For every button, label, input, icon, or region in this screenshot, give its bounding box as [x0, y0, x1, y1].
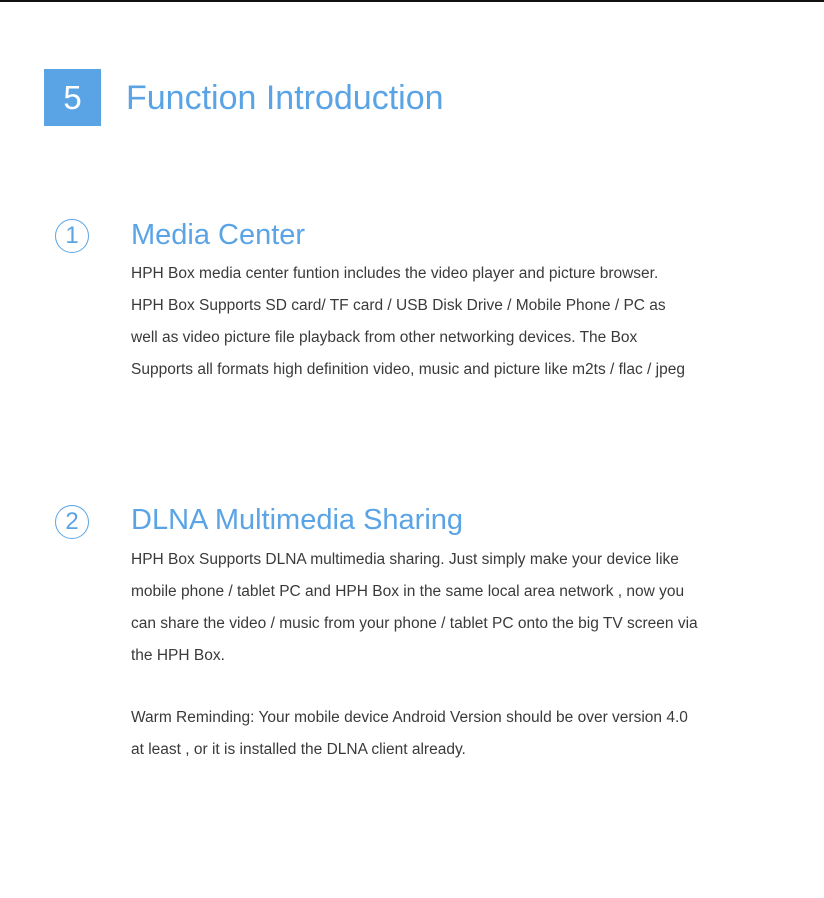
paragraph-line: HPH Box Supports DLNA multimedia sharing. Just simply make your device like	[131, 551, 679, 568]
paragraph-line: HPH Box Supports SD card/ TF card / USB Disk Drive / Mobile Phone / PC as	[131, 297, 666, 314]
dlna-paragraph	[131, 544, 791, 672]
media-center-paragraph	[131, 258, 791, 386]
section-title-media-center: Media Center	[131, 219, 306, 251]
chapter-number-badge: 5	[44, 69, 101, 126]
paragraph-line: Supports all formats high definition video, music and picture like m2ts / flac / jpeg	[131, 361, 685, 378]
paragraph-line: can share the video / music from your phone / tablet PC onto the big TV screen via	[131, 615, 698, 632]
paragraph-line: the HPH Box.	[131, 647, 225, 664]
paragraph-line: well as video picture file playback from other networking devices. The Box	[131, 329, 638, 346]
section-number-circle-1: 1	[55, 219, 89, 253]
paragraph-line: HPH Box media center funtion includes the video player and picture browser.	[131, 265, 659, 282]
paragraph-line: mobile phone / tablet PC and HPH Box in the same local area network , now you	[131, 583, 685, 600]
top-rule	[0, 0, 824, 2]
chapter-title: Function Introduction	[126, 79, 444, 117]
section-title-dlna-sharing: DLNA Multimedia Sharing	[131, 504, 464, 536]
section-number-circle-2: 2	[55, 505, 89, 539]
warm-reminding-paragraph	[131, 702, 791, 766]
paragraph-line: Warm Reminding: Your mobile device Android Version should be over version 4.0	[131, 709, 688, 726]
paragraph-line: at least , or it is installed the DLNA client already.	[131, 741, 466, 758]
